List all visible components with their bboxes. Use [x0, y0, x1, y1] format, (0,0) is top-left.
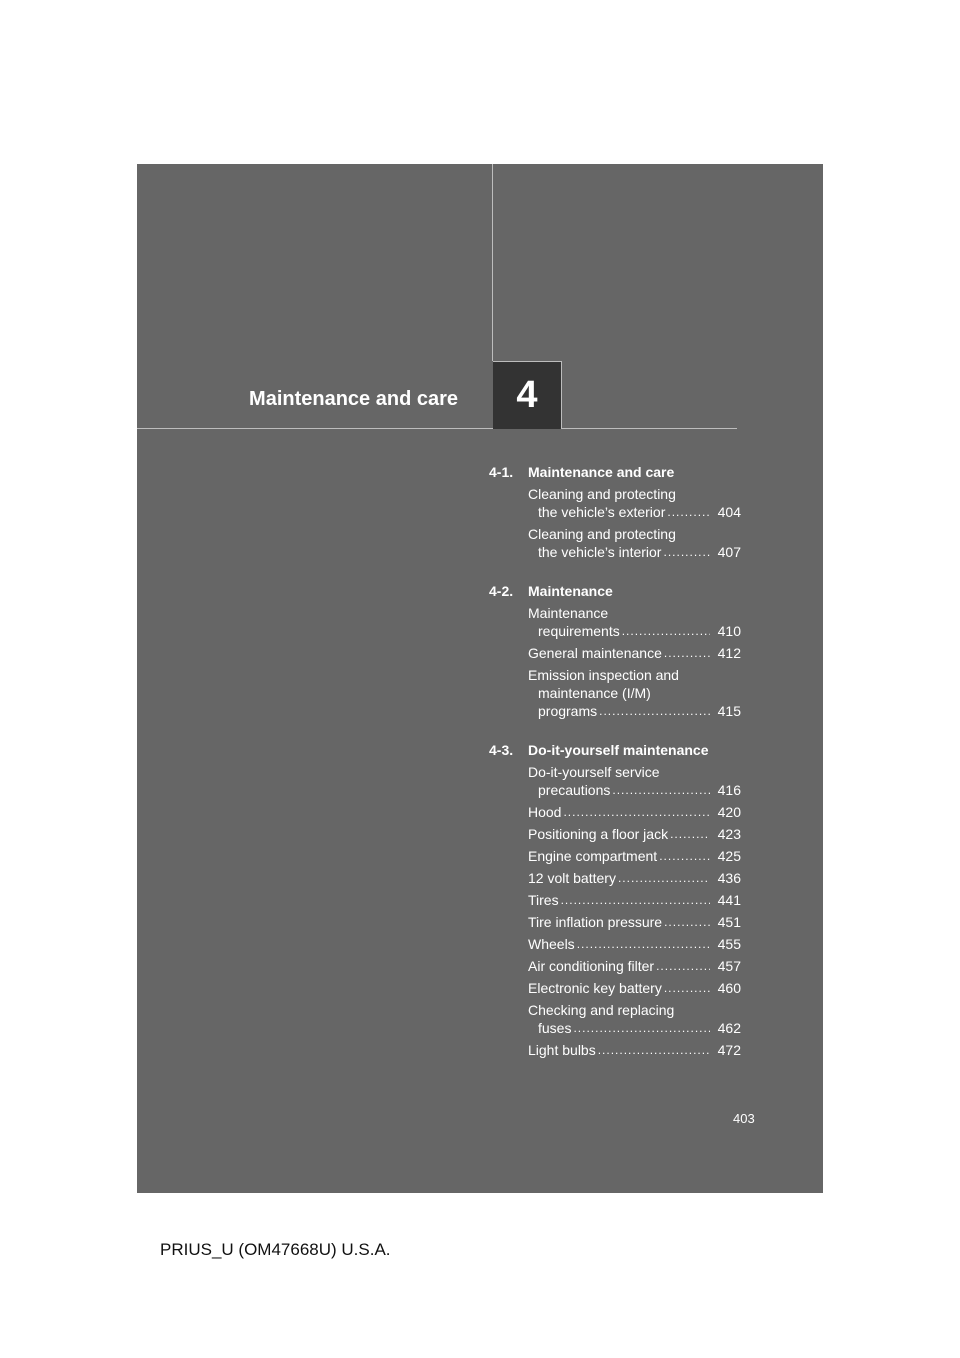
toc-entry[interactable] — [528, 604, 741, 640]
entry-label-line: fuses — [538, 1020, 572, 1036]
section-number: 4-3. — [489, 742, 514, 758]
entry-label-line: the vehicle’s exterior — [538, 504, 666, 520]
entry-page-number: 425 — [717, 848, 741, 864]
dot-leader — [599, 702, 710, 720]
entry-label-line: Air conditioning filter — [528, 958, 655, 974]
entry-label-line: Tire inflation pressure — [528, 914, 663, 930]
chapter-number-box: 4 — [493, 361, 562, 429]
dot-leader — [656, 957, 710, 975]
entry-label-line: requirements — [538, 623, 620, 639]
entry-label-line: Emission inspection and — [528, 667, 679, 683]
dot-leader — [561, 891, 710, 909]
entry-page-number: 436 — [717, 870, 741, 886]
entry-label-line: Electronic key battery — [528, 980, 662, 996]
dot-leader — [618, 869, 710, 887]
entry-page-number: 441 — [717, 892, 741, 908]
toc-entry[interactable] — [528, 666, 741, 720]
document-id: PRIUS_U (OM47668U) U.S.A. — [160, 1240, 391, 1259]
entry-label-line: precautions — [538, 782, 611, 798]
entry-page-number: 451 — [717, 914, 741, 930]
dot-leader — [573, 1019, 710, 1037]
toc-entry[interactable] — [528, 763, 741, 799]
toc-entry[interactable] — [528, 957, 741, 975]
entry-page-number: 455 — [717, 936, 741, 952]
entry-page-number: 462 — [717, 1020, 741, 1036]
entry-label-line: Positioning a floor jack — [528, 826, 669, 842]
header-rule — [137, 428, 737, 429]
entry-page-number: 407 — [717, 544, 741, 560]
dot-leader — [664, 644, 710, 662]
chapter-title: Maintenance and care — [249, 388, 458, 410]
entry-label-line: Checking and replacing — [528, 1002, 675, 1018]
entry-label-line: Hood — [528, 804, 562, 820]
section-number: 4-1. — [489, 464, 514, 480]
dot-leader — [612, 781, 710, 799]
entry-page-number: 410 — [717, 623, 741, 639]
toc-entry[interactable] — [528, 485, 741, 521]
section-heading[interactable] — [489, 582, 741, 600]
entry-page-number: 457 — [717, 958, 741, 974]
toc-entry[interactable] — [528, 935, 741, 953]
dot-leader — [664, 913, 710, 931]
dot-leader — [622, 622, 710, 640]
entry-label-line: the vehicle’s interior — [538, 544, 662, 560]
section-heading[interactable] — [489, 741, 741, 759]
toc-section — [489, 741, 741, 1059]
entry-page-number: 423 — [717, 826, 741, 842]
dot-leader — [670, 825, 710, 843]
dot-leader — [663, 543, 710, 561]
dot-leader — [577, 935, 710, 953]
toc-entry[interactable] — [528, 847, 741, 865]
toc-entry[interactable] — [528, 525, 741, 561]
toc-section — [489, 463, 741, 561]
entry-page-number: 460 — [717, 980, 741, 996]
section-title: Do-it-yourself maintenance — [528, 742, 709, 758]
entry-page-number: 472 — [717, 1042, 741, 1058]
toc-entry[interactable] — [528, 913, 741, 931]
entry-label-line: Maintenance — [528, 605, 609, 621]
entry-page-number: 412 — [717, 645, 741, 661]
toc-entry[interactable] — [528, 803, 741, 821]
toc-entry[interactable] — [528, 1001, 741, 1037]
toc-entry[interactable] — [528, 1041, 741, 1059]
section-heading[interactable] — [489, 463, 741, 481]
section-title: Maintenance and care — [528, 464, 675, 480]
section-number: 4-2. — [489, 583, 514, 599]
entry-label-line: Cleaning and protecting — [528, 526, 676, 542]
entry-label-line: Cleaning and protecting — [528, 486, 676, 502]
entry-label-line: Light bulbs — [528, 1042, 596, 1058]
dot-leader — [563, 803, 710, 821]
entry-label-line: Engine compartment — [528, 848, 658, 864]
page-number: 403 — [733, 1111, 755, 1126]
entry-label-line: Do-it-yourself service — [528, 764, 660, 780]
dot-leader — [598, 1041, 710, 1059]
section-title: Maintenance — [528, 583, 613, 599]
toc-section — [489, 582, 741, 720]
toc-entry[interactable] — [528, 891, 741, 909]
entry-label-line: programs — [538, 703, 598, 719]
entry-page-number: 404 — [717, 504, 741, 520]
vertical-rule — [492, 164, 493, 361]
table-of-contents — [489, 463, 741, 1080]
entry-label-line: 12 volt battery — [528, 870, 616, 886]
dot-leader — [664, 979, 710, 997]
toc-entry[interactable] — [528, 979, 741, 997]
dot-leader — [667, 503, 710, 521]
entry-label-line: maintenance (I/M) — [538, 685, 651, 701]
entry-page-number: 420 — [717, 804, 741, 820]
toc-entry[interactable] — [528, 869, 741, 887]
entry-page-number: 416 — [717, 782, 741, 798]
entry-label-line: Wheels — [528, 936, 575, 952]
toc-entry[interactable] — [528, 825, 741, 843]
dot-leader — [659, 847, 710, 865]
entry-page-number: 415 — [717, 703, 741, 719]
entry-label-line: General maintenance — [528, 645, 662, 661]
entry-label-line: Tires — [528, 892, 559, 908]
toc-entry[interactable] — [528, 644, 741, 662]
